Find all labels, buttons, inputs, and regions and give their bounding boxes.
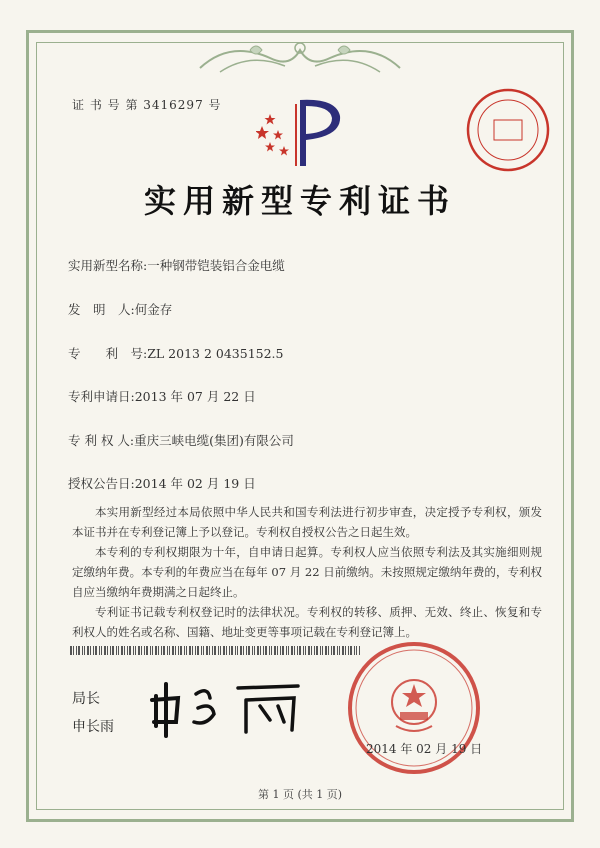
patent-number-label: 专 利 号: [68, 346, 148, 361]
patentee-value: 重庆三峡电缆(集团)有限公司 [134, 433, 294, 448]
body-paragraph-3: 专利证书记载专利权登记时的法律状况。专利权的转移、质押、无效、终止、恢复和专利权人的姓名或名称、国籍、地址变更等事项记载在专利登记簿上。 [72, 605, 542, 639]
body-paragraph-2: 本专利的专利权期限为十年，自申请日起算。专利权人应当依照专利法及其实施细则规定缴纳年费。本专利的年费应当在每年 07 月 22 日前缴纳。未按照规定缴纳年费的，专利权自应当缴纳年费期满之日起终止。 [72, 545, 542, 599]
top-ornament-icon [190, 38, 410, 78]
patent-office-logo-icon [256, 96, 348, 168]
patentee-label: 专 利 权 人: [68, 433, 135, 448]
inventor-value: 何金存 [134, 302, 173, 317]
inventor-row [68, 300, 172, 318]
patent-number-value: ZL 2013 2 0435152.5 [147, 346, 284, 361]
registration-stamp-icon [462, 84, 554, 176]
application-date-label: 专利申请日: [68, 389, 135, 404]
utility-model-name-value: 一种钢带铠装铝合金电缆 [147, 258, 285, 273]
grant-date-row [68, 474, 256, 492]
director-title: 局长 [72, 691, 100, 707]
page-number: 第 1 页 (共 1 页) [257, 788, 343, 801]
director-name: 申长雨 [72, 719, 114, 735]
patent-number-row [68, 344, 284, 362]
utility-model-name-label: 实用新型名称: [68, 258, 148, 273]
grant-date-label: 授权公告日: [68, 476, 135, 491]
patentee-row [68, 431, 294, 449]
certificate-number: 证 书 号 第 3416297 号 [72, 98, 222, 112]
barcode-icon [70, 646, 360, 655]
seal-date: 2014 年 02 月 19 日 [366, 742, 483, 756]
grant-date-value: 2014 年 02 月 19 日 [134, 476, 256, 491]
body-paragraph-1: 本实用新型经过本局依照中华人民共和国专利法进行初步审查，决定授予专利权，颁发本证书并在专利登记簿上予以登记。专利权自授权公告之日起生效。 [72, 505, 542, 539]
certificate-title: 实用新型专利证书 [143, 182, 456, 220]
application-date-row [68, 387, 256, 405]
inventor-label: 发 明 人: [68, 302, 135, 317]
certificate-body [72, 502, 542, 642]
director-signature-icon [148, 676, 308, 740]
utility-model-name-row [68, 256, 285, 274]
application-date-value: 2013 年 07 月 22 日 [134, 389, 256, 404]
